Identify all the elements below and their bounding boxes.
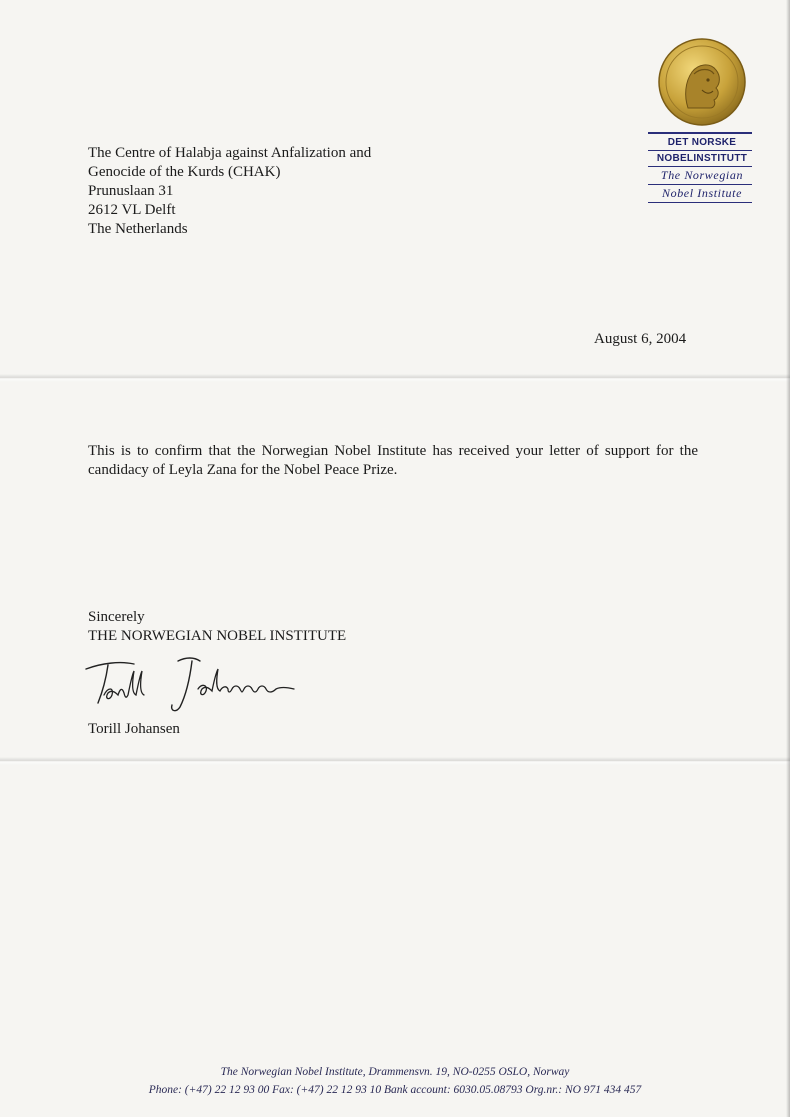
institute-logo xyxy=(648,38,756,204)
organization-name: THE NORWEGIAN NOBEL INSTITUTE xyxy=(88,628,347,644)
signature-text: Torill Johansen xyxy=(82,655,89,656)
address-line: 2612 VL Delft xyxy=(88,202,176,218)
paper-fold xyxy=(0,374,790,382)
paper-edge xyxy=(786,0,790,1117)
address-line: Genocide of the Kurds (CHAK) xyxy=(88,164,281,180)
signer-name: Torill Johansen xyxy=(88,721,180,737)
footer-address: The Norwegian Nobel Institute, Drammensvn. 19, NO-0255 OSLO, Norway xyxy=(220,1066,570,1078)
salutation: Sincerely xyxy=(88,609,145,625)
logo-line-1: DET NORSKE xyxy=(667,137,737,148)
logo-divider xyxy=(648,202,752,203)
address-line: Prunuslaan 31 xyxy=(88,183,174,199)
address-line: The Centre of Halabja against Anfalization and xyxy=(88,145,372,161)
recipient-address xyxy=(88,144,371,239)
letter-body: This is to confirm that the Norwegian Nobel Institute has received your letter of support for the candidacy of Leyla Zana for the Nobel Peace Prize. xyxy=(88,443,698,478)
address-line: The Netherlands xyxy=(88,221,188,237)
logo-divider xyxy=(648,184,752,185)
logo-line-2: NOBELINSTITUTT xyxy=(656,153,748,164)
logo-divider xyxy=(648,150,752,151)
logo-line-4: Nobel Institute xyxy=(662,186,742,200)
logo-line-3: The Norwegian xyxy=(660,168,744,182)
closing-block xyxy=(88,608,346,646)
paper-fold xyxy=(0,757,790,765)
letter-date: August 6, 2004 xyxy=(594,331,687,347)
logo-divider xyxy=(648,166,752,167)
logo-rule xyxy=(648,132,752,134)
footer-contact: Phone: (+47) 22 12 93 00 Fax: (+47) 22 12 93 10 Bank account: 6030.05.08793 Org.nr.: NO 971 434 457 xyxy=(148,1084,642,1096)
handwritten-signature xyxy=(82,655,322,719)
nobel-medal-icon xyxy=(658,38,746,126)
